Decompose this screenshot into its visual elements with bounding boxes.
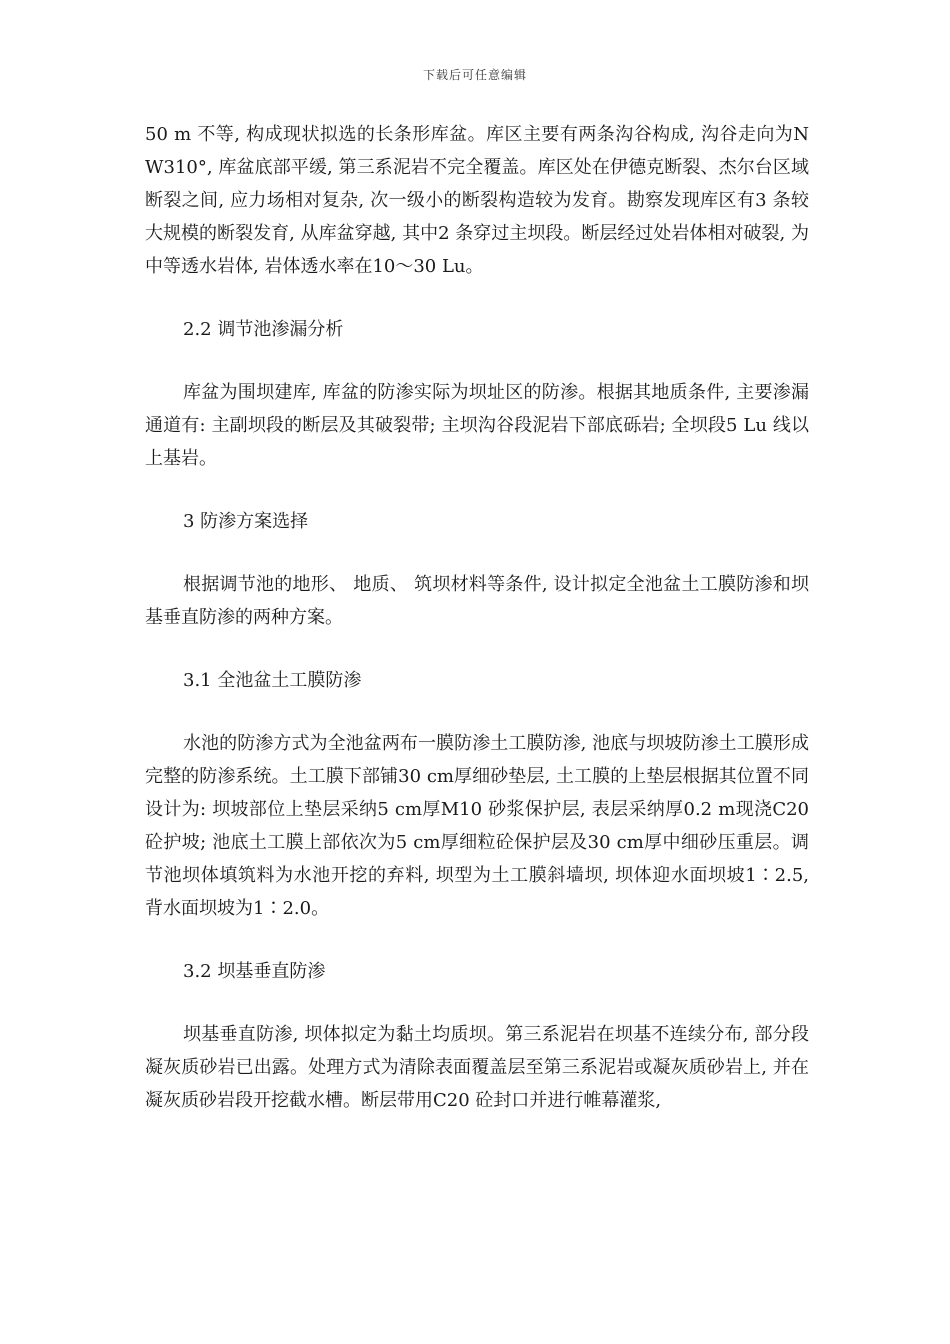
paragraph-reservoir-geology: 50 m 不等, 构成现状拟选的长条形库盆。库区主要有两条沟谷构成, 沟谷走向为NW310°, 库盆底部平缓, 第三系泥岩不完全覆盖。库区处在伊德克断裂、杰尔台区域断裂之间, 应力场相对复杂, 次一级小的断裂构造较为发育。勘察发现库区有3 条较大规模的断裂发育, 从库盆穿越, 其中2 条穿过主坝段。断层经过处岩体相对破裂, 为中等透水岩体, 岩体透水率在10～30 Lu。 (145, 124, 809, 277)
document-body (145, 118, 809, 1117)
section-heading-3-2: 3.2 坝基垂直防渗 (183, 961, 326, 982)
paragraph-scheme-selection: 根据调节池的地形、 地质、 筑坝材料等条件, 设计拟定全池盆土工膜防渗和坝基垂直防渗的两种方案。 (145, 574, 809, 628)
section-heading-2-2: 2.2 调节池渗漏分析 (183, 319, 344, 340)
section-heading-3: 3 防渗方案选择 (183, 511, 309, 532)
page-header: 下载后可任意编辑 (422, 68, 527, 82)
paragraph-leakage-analysis: 库盆为围坝建库, 库盆的防渗实际为坝址区的防渗。根据其地质条件, 主要渗漏通道有: 主副坝段的断层及其破裂带; 主坝沟谷段泥岩下部底砾岩; 全坝段5 Lu 线以上基岩。 (145, 382, 809, 469)
section-heading-3-1: 3.1 全池盆土工膜防渗 (183, 670, 362, 691)
paragraph-geomembrane: 水池的防渗方式为全池盆两布一膜防渗土工膜防渗, 池底与坝坡防渗土工膜形成完整的防渗系统。土工膜下部铺30 cm厚细砂垫层, 土工膜的上垫层根据其位置不同设计为: 坝坡部位上垫层采纳5 cm厚M10 砂浆保护层, 表层采纳厚0.2 m现浇C20 砼护坡; 池底土工膜上部依次为5 cm厚细粒砼保护层及30 cm厚中细砂压重层。调节池坝体填筑料为水池开挖的弃料, 坝型为土工膜斜墙坝, 坝体迎水面坝坡1∶2.5, 背水面坝坡为1∶2.0。 (145, 733, 809, 919)
paragraph-vertical-seepage: 坝基垂直防渗, 坝体拟定为黏土均质坝。第三系泥岩在坝基不连续分布, 部分段凝灰质砂岩已出露。处理方式为清除表面覆盖层至第三系泥岩或凝灰质砂岩上, 并在凝灰质砂岩段开挖截水槽。断层带用C20 砼封口并进行帷幕灌浆, (145, 1024, 809, 1111)
